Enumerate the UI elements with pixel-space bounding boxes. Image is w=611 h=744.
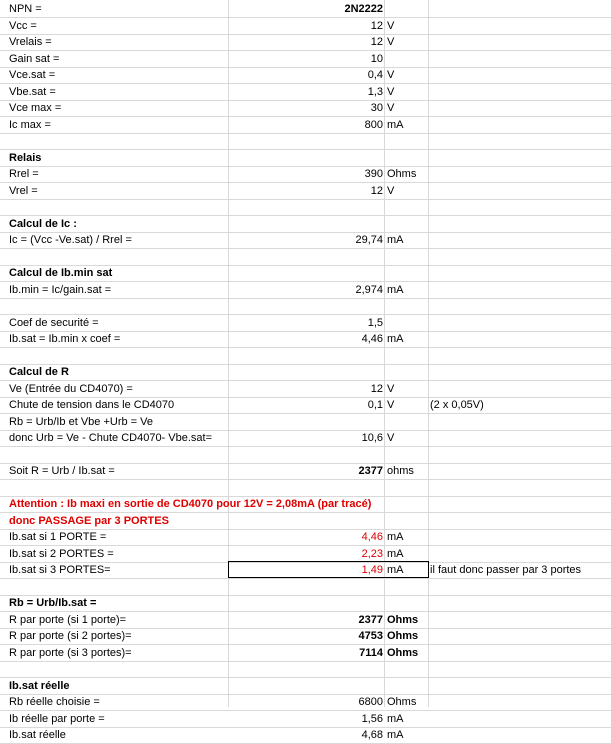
cell-unit[interactable]: mA [387,564,404,576]
table-row [0,84,611,101]
table-row [0,133,611,150]
cell-unit[interactable]: mA [387,333,404,345]
cell-unit[interactable]: V [387,36,395,48]
cell-label[interactable]: Ib.sat si 2 PORTES = [9,547,114,560]
cell-label[interactable]: Chute de tension dans le CD4070 [9,399,175,411]
table-row [0,480,611,497]
cell-label[interactable]: Vce max = [9,102,62,114]
table-row [0,381,611,398]
table-row [0,150,611,167]
cell-note[interactable]: il faut donc passer par 3 portes [430,564,582,576]
table-row [0,546,611,563]
table-row [0,727,611,744]
table-row [0,232,611,249]
cell-unit[interactable]: mA [387,547,404,560]
table-row [0,282,611,299]
cell-value[interactable]: 12 [370,36,383,48]
table-row [0,166,611,183]
table-row [0,216,611,233]
table-row [0,414,611,431]
cell-label[interactable]: donc Urb = Ve - Chute CD4070- Vbe.sat= [9,432,213,444]
cell-label[interactable]: Ib.min = Ic/gain.sat = [9,283,112,296]
table-row [0,645,611,662]
cell-value[interactable]: 2377 [358,613,383,626]
cell-unit[interactable]: Ohms [387,696,417,708]
cell-value[interactable]: 2,23 [361,547,383,560]
table-row [0,183,611,200]
table-row [0,397,611,414]
cell-value[interactable]: 2N2222 [344,3,383,15]
cell-value[interactable]: 10 [370,52,383,65]
cell-value[interactable]: 29,74 [355,234,383,246]
table-row [0,579,611,596]
cell-label[interactable]: Calcul de Ib.min sat [9,267,113,279]
cell-unit[interactable]: Ohms [387,613,419,626]
cell-value[interactable]: 1,56 [361,712,383,725]
cell-unit[interactable]: Ohms [387,168,417,180]
cell-unit[interactable]: mA [387,234,404,246]
cell-value[interactable]: 4,46 [361,333,383,345]
cell-unit[interactable]: mA [387,729,404,741]
cell-label[interactable]: Ib.sat réelle [9,729,66,741]
table-row [0,694,611,711]
cell-label[interactable]: Ib.sat si 3 PORTES= [9,564,111,576]
cell-value[interactable]: 2,974 [355,283,383,296]
cell-label[interactable]: Vbe.sat = [9,85,56,98]
cell-unit[interactable]: Ohms [387,646,419,659]
table-row [0,249,611,266]
cell-label[interactable]: NPN = [9,3,42,15]
cell-value[interactable]: 4,46 [361,531,383,543]
cell-value[interactable]: 7114 [359,646,383,659]
table-row [0,513,611,530]
table-row [0,34,611,51]
table-row [0,529,611,546]
cell-label[interactable]: Ic = (Vcc -Ve.sat) / Rrel = [9,234,132,246]
cell-note[interactable]: (2 x 0,05V) [430,399,484,411]
cell-label[interactable]: Ib.sat = Ib.min x coef = [9,333,121,345]
cell-label[interactable]: Rb réelle choisie = [9,696,100,708]
cell-label[interactable]: Rrel = [9,168,39,180]
table-row [0,447,611,464]
cell-unit[interactable]: V [387,102,395,114]
table-row [0,562,611,579]
cell-label[interactable]: Rb = Urb/Ib et Vbe +Urb = Ve [9,415,153,428]
cell-label[interactable]: Vrelais = [9,36,52,48]
table-row [0,265,611,282]
table-row [0,298,611,315]
cell-label[interactable]: Relais [9,151,42,164]
cell-unit[interactable]: Ohms [387,630,419,642]
cell-value[interactable]: 2377 [358,465,383,477]
table-row [0,612,611,629]
cell-unit[interactable]: mA [387,283,404,296]
cell-unit[interactable]: V [387,85,395,98]
table-row [0,100,611,117]
cell-label[interactable]: Vrel = [9,184,38,197]
cell-label[interactable]: R par porte (si 2 portes)= [9,630,132,642]
cell-unit[interactable]: V [387,399,395,411]
table-row [0,463,611,480]
cell-value[interactable]: 800 [364,118,383,131]
table-row [0,364,611,381]
cell-label[interactable]: Ib.sat si 1 PORTE = [9,531,107,543]
table-row [0,430,611,447]
cell-value[interactable]: 0,4 [367,69,383,81]
cell-unit[interactable]: V [387,184,395,197]
cell-value[interactable]: 12 [370,382,383,395]
table-row [0,67,611,84]
cell-value[interactable]: 4753 [358,630,383,642]
cell-label[interactable]: Ib réelle par porte = [9,712,105,725]
cell-label[interactable]: Vce.sat = [9,69,56,81]
cell-value[interactable]: 6800 [358,696,383,708]
cell-label[interactable]: Soit R = Urb / Ib.sat = [9,465,115,477]
cell-unit[interactable]: ohms [387,465,414,477]
cell-value[interactable]: 1,3 [367,85,383,98]
cell-label[interactable]: Ve (Entrée du CD4070) = [9,382,133,395]
cell-unit[interactable]: mA [387,531,404,543]
table-row [0,595,611,612]
cell-label[interactable]: Vcc = [9,19,37,32]
cell-label[interactable]: Ib.sat réelle [9,679,70,692]
cell-label[interactable]: Ic max = [9,118,51,131]
table-row [0,51,611,68]
table-row [0,1,611,18]
table-row [0,661,611,678]
cell-label[interactable]: R par porte (si 1 porte)= [9,613,127,626]
table-row [0,628,611,645]
cell-label[interactable]: Attention : Ib maxi en sortie de CD4070 pour 12V = 2,08mA (par tracé) [9,498,372,510]
cell-value[interactable]: 10,6 [361,432,383,444]
table-row [0,315,611,332]
table-row [0,18,611,35]
cell-unit[interactable]: mA [387,118,404,131]
table-row [0,199,611,216]
cell-value[interactable]: 30 [370,102,383,114]
cell-value[interactable]: 1,49 [361,564,383,576]
cell-label[interactable]: donc PASSAGE par 3 PORTES [9,514,169,527]
cell-label[interactable]: R par porte (si 3 portes)= [9,646,132,659]
cell-value[interactable]: 390 [364,168,383,180]
cell-label[interactable]: Calcul de Ic : [9,217,77,230]
cell-label[interactable]: Calcul de R [9,366,69,378]
cell-value[interactable]: 4,68 [361,729,383,741]
cell-value[interactable]: 0,1 [367,399,383,411]
cell-unit[interactable]: V [387,19,395,32]
cell-unit[interactable]: V [387,69,395,81]
cell-value[interactable]: 1,5 [367,316,383,329]
table-row [0,331,611,348]
cell-label[interactable]: Coef de securité = [9,316,99,329]
table-row [0,117,611,134]
table-row [0,678,611,695]
cell-value[interactable]: 12 [370,184,383,197]
cell-unit[interactable]: V [387,432,395,444]
cell-unit[interactable]: mA [387,712,404,725]
cell-value[interactable]: 12 [370,19,383,32]
table-row [0,711,611,728]
cell-label[interactable]: Rb = Urb/Ib.sat = [9,597,97,609]
cell-label[interactable]: Gain sat = [9,52,60,65]
cell-unit[interactable]: V [387,382,395,395]
table-row [0,496,611,513]
table-row [0,348,611,365]
